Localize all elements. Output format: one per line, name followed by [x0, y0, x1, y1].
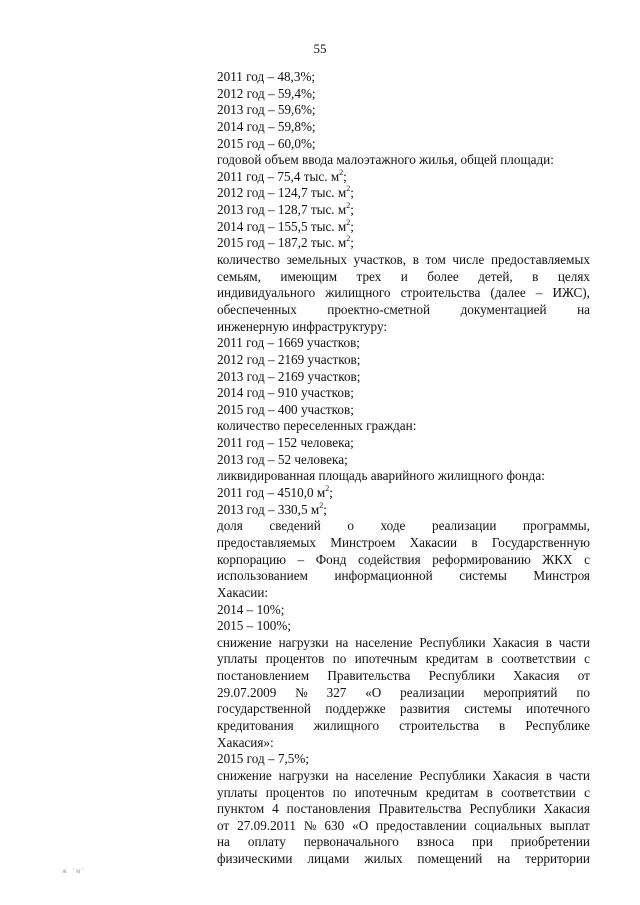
word: части: [558, 634, 590, 650]
word: ипотечным: [354, 784, 418, 800]
word: приобретении: [510, 834, 590, 850]
word: ипотечного: [526, 701, 590, 717]
word: ипотечным: [354, 651, 418, 667]
text-line: [217, 285, 590, 302]
word: реформированию: [432, 551, 531, 567]
line-text: 2015 – 100%;: [217, 618, 291, 634]
text-line: [217, 402, 590, 419]
line-text: Хакасии:: [217, 584, 269, 600]
text-line: [217, 252, 590, 269]
word: по: [576, 684, 590, 700]
page-number: 55: [313, 41, 327, 56]
text-line: [217, 152, 590, 169]
word: использованием: [217, 568, 308, 584]
word: с: [584, 784, 590, 800]
word: имеющим: [280, 268, 338, 284]
word: корпорацию: [217, 551, 286, 567]
word: 630: [324, 817, 345, 833]
word: первоначального: [303, 834, 399, 850]
word: программы,: [523, 518, 590, 534]
text-line: [217, 369, 590, 386]
line-text: 2014 год – 910 участков;: [217, 385, 354, 401]
text-line: [217, 452, 590, 469]
word: 27.09.2011: [237, 817, 296, 833]
line-text: 2011 год – 1669 участков;: [217, 335, 360, 351]
word: лицами: [307, 851, 350, 867]
text-line: [217, 302, 590, 319]
word: уплаты: [217, 784, 258, 800]
line-text: 2015 год – 400 участков;: [217, 401, 354, 417]
word: в: [499, 717, 506, 733]
word: взноса: [416, 834, 455, 850]
word: «О: [365, 684, 382, 700]
text-line: [217, 685, 590, 702]
text-line: [217, 502, 590, 519]
line-text: 2013 год – 59,6%;: [217, 102, 316, 118]
word: процентов: [265, 651, 325, 667]
superscript: 2: [325, 484, 330, 494]
word: Республике: [525, 717, 590, 733]
text-line: [217, 785, 590, 802]
text-line: [217, 102, 590, 119]
word: Республики: [419, 634, 486, 650]
text-line: [217, 568, 590, 585]
line-text: 2013 год – 330,5 м: [217, 501, 320, 517]
word: в: [545, 767, 552, 783]
word: индивидуального: [217, 285, 316, 301]
word: «О: [352, 817, 369, 833]
word: при: [472, 834, 493, 850]
word: Государственную: [491, 534, 590, 550]
word: Минстроем: [330, 534, 396, 550]
line-text: ликвидированная площадь аварийного жилищного фонда:: [217, 468, 545, 484]
word: предоставляемых: [217, 534, 316, 550]
text-line: [217, 269, 590, 286]
word: пунктом: [217, 801, 265, 817]
word: Республики: [428, 668, 495, 684]
line-text: 2015 год – 187,2 тыс. м: [217, 235, 347, 251]
text-line: [217, 602, 590, 619]
word: оплату: [247, 834, 286, 850]
line-text: 2011 год – 48,3%;: [217, 69, 316, 84]
word: уплаты: [217, 651, 258, 667]
text-line: [217, 435, 590, 452]
word: в: [486, 651, 493, 667]
word: в: [471, 534, 478, 550]
text-line: [217, 668, 590, 685]
word: в: [412, 252, 419, 268]
word: кредитам: [425, 784, 479, 800]
word: выплат: [549, 817, 590, 833]
word: ЖКХ: [542, 551, 573, 567]
word: ИЖС),: [552, 285, 590, 301]
word: земельных: [286, 252, 347, 268]
word: №: [295, 684, 308, 700]
superscript: 2: [346, 201, 351, 211]
superscript: 2: [319, 500, 324, 510]
word: детей,: [478, 268, 513, 284]
word: помещений: [417, 851, 483, 867]
word: в: [545, 634, 552, 650]
word: 29.07.2009: [217, 684, 277, 700]
word: –: [297, 551, 305, 567]
word: на: [577, 301, 590, 317]
superscript: 2: [346, 234, 351, 244]
word: Республики: [469, 801, 536, 817]
text-line: [217, 701, 590, 718]
line-text: 2013 год – 128,7 тыс. м: [217, 202, 347, 218]
word: и: [400, 268, 408, 284]
word: Хакасии: [409, 534, 458, 550]
word: части: [558, 767, 590, 783]
word: социальных: [474, 817, 542, 833]
text-line: [217, 518, 590, 535]
word: Хакасия: [492, 767, 539, 783]
word: количество: [217, 252, 280, 268]
text-line: [217, 801, 590, 818]
word: №: [303, 817, 317, 833]
line-text: 2014 – 10%;: [217, 601, 285, 617]
word: предоставлении: [376, 817, 467, 833]
line-text: 2011 год – 75,4 тыс. м: [217, 168, 340, 184]
word: информационной: [334, 568, 433, 584]
text-line: [217, 818, 590, 835]
text-line: [217, 319, 590, 336]
word: целях: [557, 268, 590, 284]
word: на: [217, 834, 230, 850]
word: системы: [459, 568, 507, 584]
line-text: инженерную инфраструктуру:: [217, 318, 388, 334]
word: Фонд: [315, 551, 347, 567]
word: на: [497, 851, 511, 867]
word: на: [335, 634, 349, 650]
text-line: [217, 485, 590, 502]
line-text: 2014 год – 155,5 тыс. м: [217, 218, 347, 234]
word: с: [584, 551, 590, 567]
word: Хакасия: [543, 801, 590, 817]
text-line: [217, 202, 590, 219]
superscript: 2: [346, 217, 351, 227]
word: ходе: [380, 518, 406, 534]
text-line: [217, 585, 590, 602]
text-line: [217, 119, 590, 136]
word: на: [335, 767, 349, 783]
line-punctuation: ;: [343, 168, 347, 184]
line-text: 2015 год – 60,0%;: [217, 135, 316, 151]
word: постановлением: [217, 668, 310, 684]
text-line: [217, 768, 590, 785]
line-text: 2013 год – 2169 участков;: [217, 368, 361, 384]
line-text: 2012 год – 2169 участков;: [217, 351, 361, 367]
word: физическими: [217, 851, 293, 867]
word: трех: [356, 268, 382, 284]
word: 327: [326, 684, 347, 700]
word: от: [217, 817, 230, 833]
line-text: 2012 год – 59,4%;: [217, 85, 316, 101]
word: жилых: [364, 851, 403, 867]
line-text: 2011 год – 152 человека;: [217, 435, 354, 451]
text-line: [217, 69, 590, 86]
word: 4: [272, 801, 279, 817]
text-line: [217, 352, 590, 369]
superscript: 2: [339, 167, 344, 177]
word: более: [427, 268, 459, 284]
word: в: [532, 268, 539, 284]
line-punctuation: ;: [350, 202, 354, 218]
word: о: [347, 518, 354, 534]
text-line: [217, 335, 590, 352]
line-punctuation: ;: [350, 235, 354, 251]
word: (далее: [490, 285, 526, 301]
word: постановления: [286, 801, 371, 817]
word: документацией: [460, 301, 547, 317]
word: системы: [464, 701, 512, 717]
word: мероприятий: [483, 684, 558, 700]
word: числе: [452, 252, 485, 268]
word: снижение: [217, 634, 272, 650]
scan-margin-mark: ж 'м': [62, 867, 86, 875]
line-text: годовой объем ввода малоэтажного жилья, общей площади:: [217, 152, 554, 168]
word: доля: [217, 518, 243, 534]
line-text: количество переселенных граждан:: [217, 418, 417, 434]
text-line: [217, 552, 590, 569]
line-text: 2015 год – 7,5%;: [217, 751, 309, 767]
text-line: [217, 834, 590, 851]
word: соответствии: [501, 784, 576, 800]
text-line: [217, 418, 590, 435]
word: по: [332, 784, 347, 800]
text-line: [217, 169, 590, 186]
word: содействия: [358, 551, 421, 567]
text-line: [217, 718, 590, 735]
text-line: [217, 185, 590, 202]
word: строительства: [399, 717, 479, 733]
word: от: [577, 668, 590, 684]
word: территории: [525, 851, 590, 867]
document-body: [217, 69, 590, 868]
word: реализации: [431, 518, 497, 534]
line-punctuation: ;: [323, 501, 327, 517]
word: поддержке: [325, 701, 386, 717]
word: процентов: [265, 784, 325, 800]
word: том: [425, 252, 446, 268]
text-line: [217, 751, 590, 768]
line-text: 2012 год – 124,7 тыс. м: [217, 185, 347, 201]
word: обеспеченных: [217, 301, 297, 317]
text-line: [217, 86, 590, 103]
word: население: [355, 767, 413, 783]
word: Хакасия: [513, 668, 560, 684]
word: семьям,: [217, 268, 261, 284]
word: Правительства: [327, 668, 411, 684]
word: жилищного: [325, 285, 391, 301]
line-text: 2011 год – 4510,0 м: [217, 485, 326, 501]
word: предоставляемых: [490, 252, 590, 268]
word: сведений: [269, 518, 321, 534]
line-punctuation: ;: [350, 218, 354, 234]
word: развития: [399, 701, 450, 717]
word: кредитам: [425, 651, 479, 667]
word: по: [332, 651, 347, 667]
line-text: 2013 год – 52 человека;: [217, 451, 348, 467]
superscript: 2: [346, 184, 351, 194]
word: в: [486, 784, 493, 800]
word: Хакасия: [492, 634, 539, 650]
word: снижение: [217, 767, 272, 783]
word: строительства: [400, 285, 481, 301]
word: проектно-сметной: [327, 301, 431, 317]
line-punctuation: ;: [329, 485, 333, 501]
word: население: [355, 634, 413, 650]
text-line: [217, 851, 590, 868]
word: жилищного: [313, 717, 380, 733]
word: Правительства: [378, 801, 462, 817]
text-line: [217, 651, 590, 668]
word: реализации: [400, 684, 465, 700]
word: –: [535, 285, 543, 301]
line-text: Хакасия»:: [217, 734, 274, 750]
word: участков,: [353, 252, 407, 268]
text-line: [217, 136, 590, 153]
line-punctuation: ;: [350, 185, 354, 201]
word: Минстроя: [533, 568, 590, 584]
text-line: [217, 385, 590, 402]
word: нагрузки: [278, 634, 329, 650]
word: Республики: [419, 767, 486, 783]
text-line: [217, 735, 590, 752]
word: кредитования: [217, 717, 294, 733]
word: государственной: [217, 701, 311, 717]
text-line: [217, 235, 590, 252]
text-line: [217, 535, 590, 552]
word: соответствии: [501, 651, 576, 667]
text-line: [217, 219, 590, 236]
text-line: [217, 618, 590, 635]
word: с: [584, 651, 590, 667]
line-text: 2014 год – 59,8%;: [217, 118, 316, 134]
word: нагрузки: [278, 767, 329, 783]
text-line: [217, 635, 590, 652]
text-line: [217, 468, 590, 485]
